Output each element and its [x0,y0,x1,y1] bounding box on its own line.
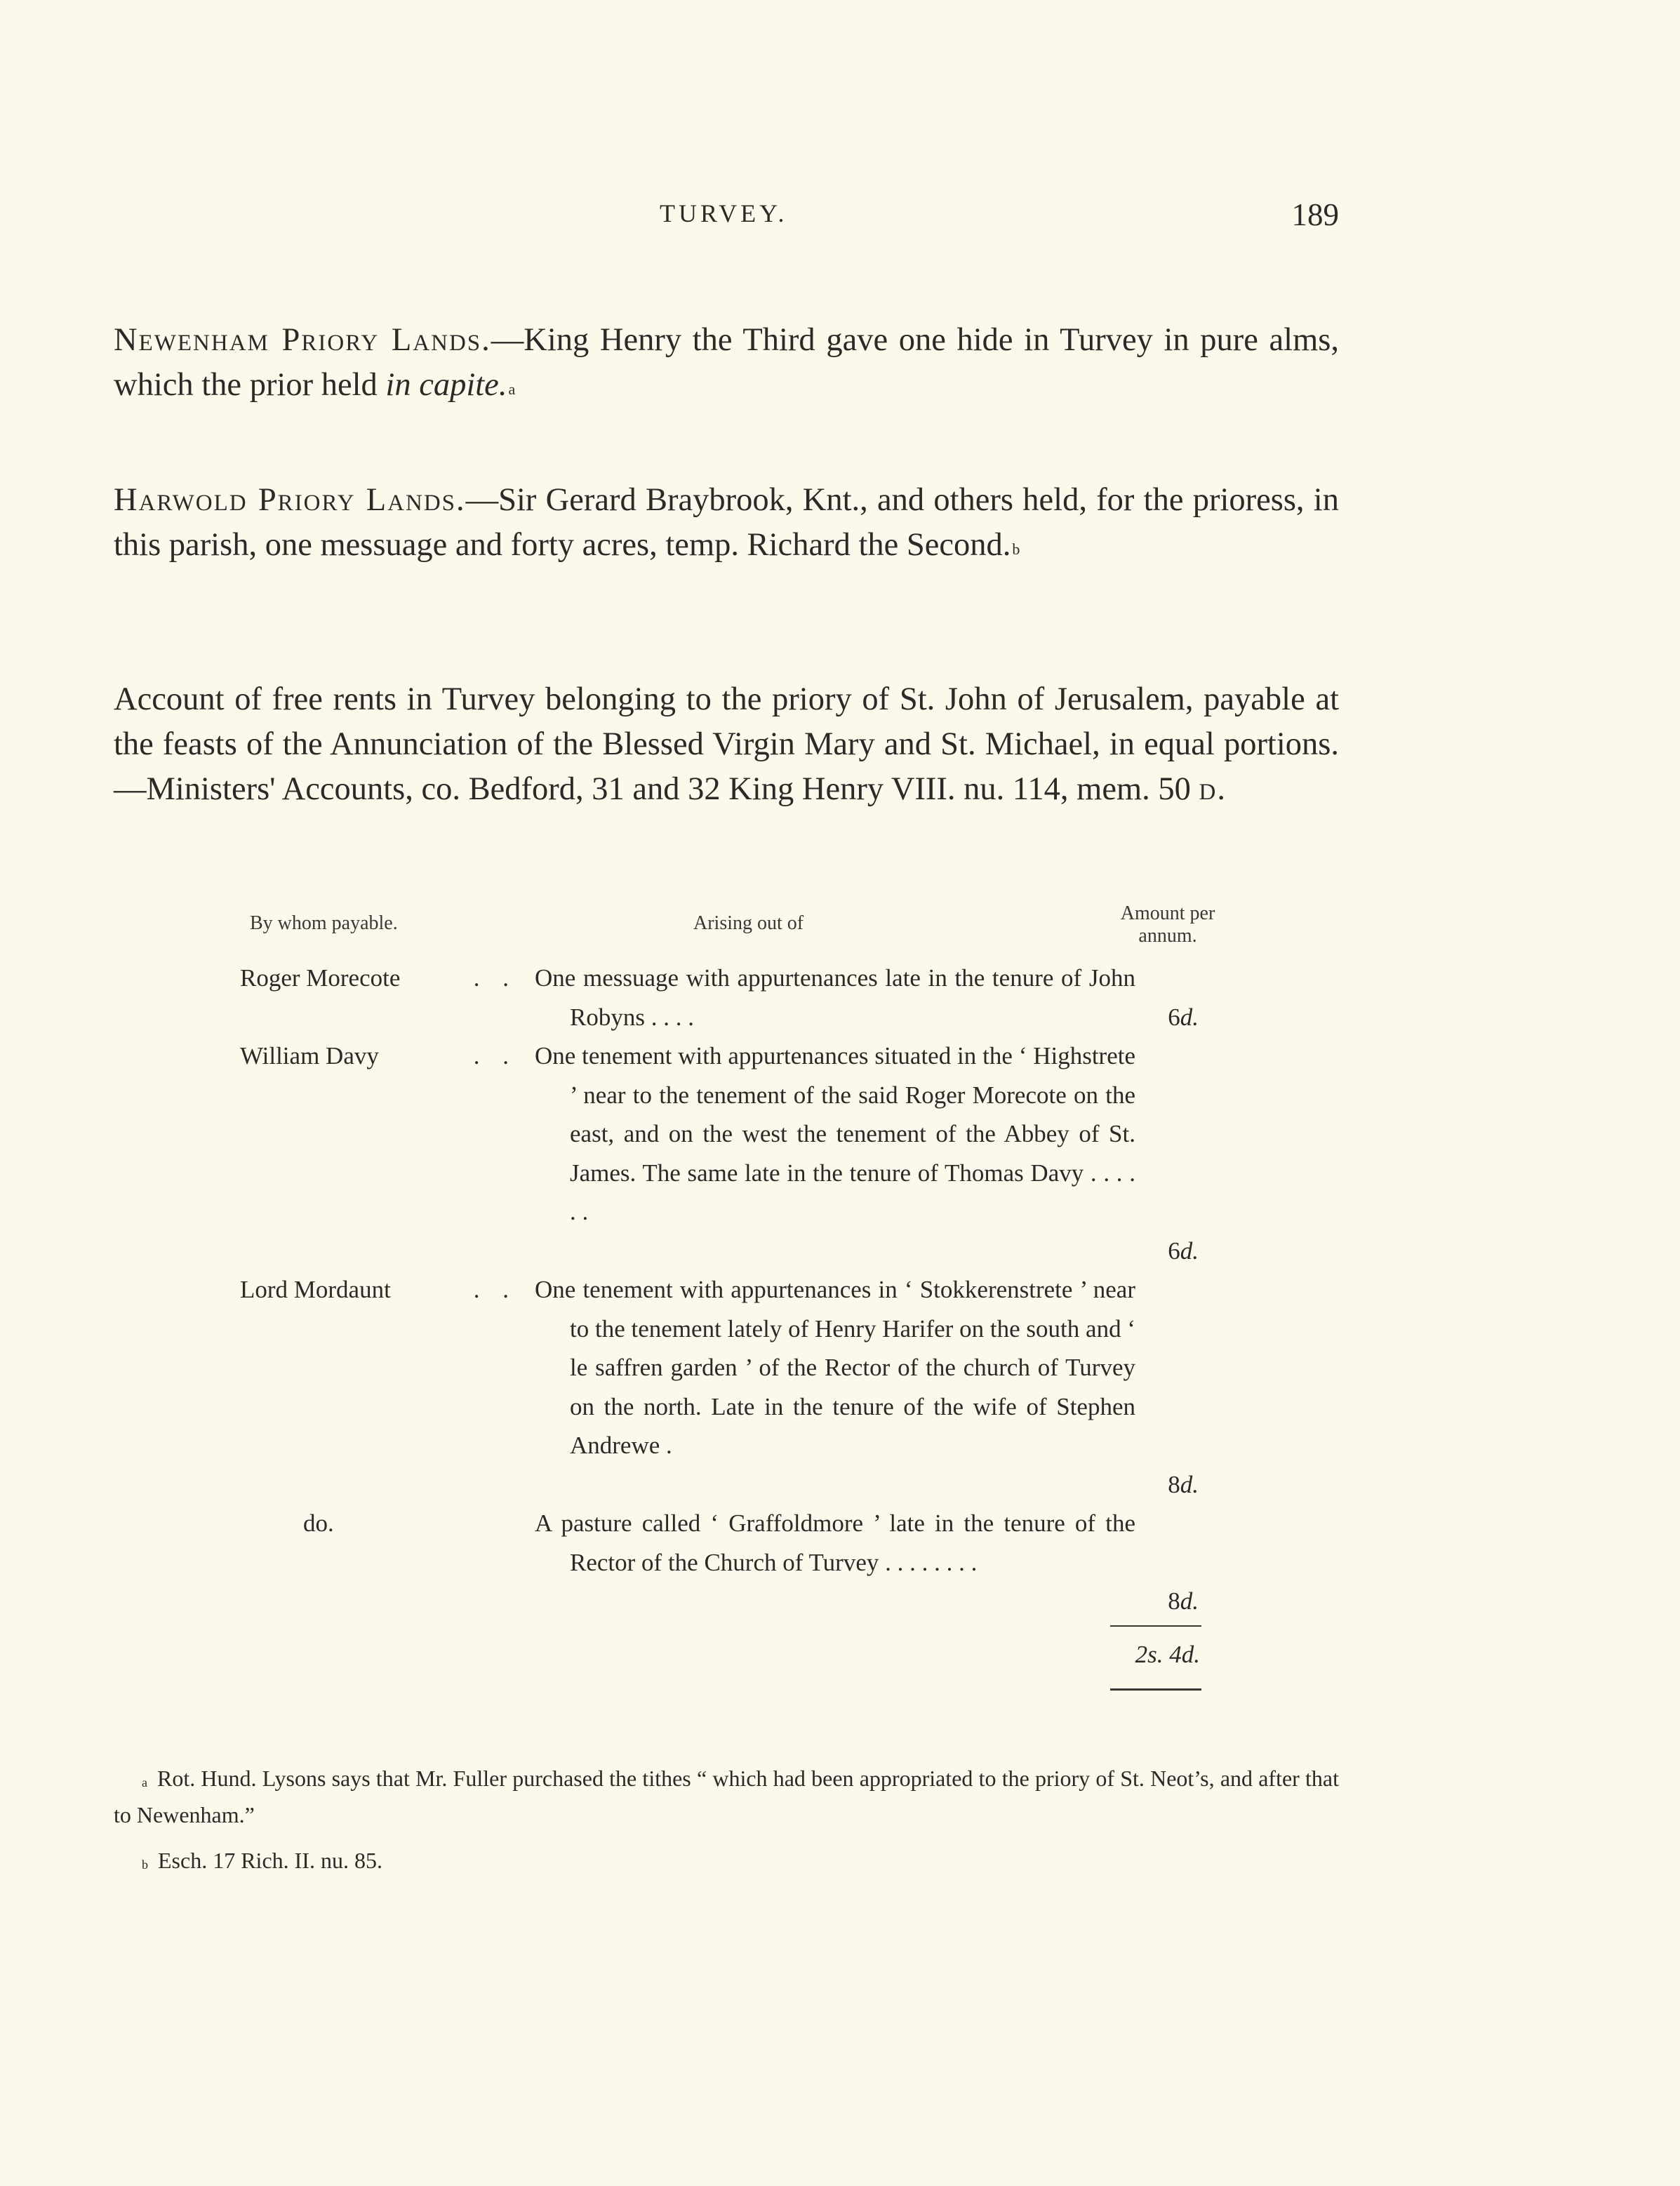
footnote-b [142,1842,382,1879]
table-row-desc: One tenement with appurtenances in ‘ Stokkerenstrete ’ near to the tenement lately of Henry Harifer on the south and ‘ le saffren garden ’ of the Rector of the church of Turvey on the north. Late in the tenure of the wife of Stephen Andrewe . [535,1276,1135,1459]
dot-leader: . . [473,1276,517,1303]
amount-value: 6 [1168,1004,1180,1031]
running-title: TURVEY. [660,199,788,227]
table-row-amount [1137,1582,1199,1621]
column-header-arising: Arising out of [693,912,804,934]
table-row-who [240,1037,517,1076]
page-number: 189 [1291,197,1339,232]
table-row-desc: A pasture called ‘ Graffoldmore ’ late in the tenure of the Rector of the Church of Turvey . . . . . . . . [535,1509,1135,1576]
column-header-amount: Amount per annum. [1120,902,1215,947]
newenham-italic: in capite. [385,367,507,403]
harwold-text: —Sir Gerard Braybrook, Knt., and others held, for the prioress, in this parish, one messuage and forty acres, temp. Richard the Second. [114,482,1339,563]
amount-unit: d. [1180,1587,1199,1615]
table-row-amount [1137,1465,1199,1505]
payer-name: do. [303,1509,334,1537]
paragraph-harwold-priory [114,478,1339,568]
table-row-desc: One tenement with appurtenances situated in the ‘ Highstrete ’ near to the tenement of the said Roger Morecote on the east, and on the west the tenement of the Abbey of St. James. The same late in the tenure of Thomas Davy . . . . . . [535,1042,1135,1225]
amount-value: 8 [1168,1587,1180,1615]
total-amount: 2s. 4d. [1135,1641,1200,1668]
total-rule-top [1110,1625,1201,1627]
account-end: d. [1199,771,1227,807]
footnote-ref-b: b [1012,540,1020,558]
dot-leader: . . [473,1042,517,1069]
newenham-text: —King Henry the Third gave one hide in Turvey in pure alms, which the prior held [114,322,1339,403]
amount-unit: d. [1180,1237,1199,1265]
amount-unit: d. [1180,1004,1199,1031]
column-header-payable: By whom payable. [250,912,398,934]
heading-harwold-priory-lands: Harwold Priory Lands. [114,482,466,518]
payer-name: William Davy [240,1042,379,1069]
paragraph-newenham-priory [114,318,1339,408]
heading-newenham-priory-lands: Newenham Priory Lands. [114,322,491,358]
footnote-mark-b: b [142,1858,148,1872]
footnote-ref-a: a [508,380,516,398]
footnote-b-text: Esch. 17 Rich. II. nu. 85. [158,1848,382,1873]
dot-leader: . . [473,964,517,992]
table-row-desc: One messuage with appurtenances late in the tenure of John Robyns . . . . [535,964,1135,1031]
footnote-a-text: Rot. Hund. Lysons says that Mr. Fuller purchased the tithes “ which had been appropriated to the priory of St. Neot’s, and after that to Newenham.” [114,1766,1339,1827]
amount-unit: d. [1180,1471,1199,1498]
table-row-who [303,1504,570,1543]
amount-value: 6 [1168,1237,1180,1265]
total-rule-bottom [1110,1688,1201,1691]
amount-value: 8 [1168,1471,1180,1498]
payer-name: Roger Morecote [240,964,401,992]
payer-name: Lord Mordaunt [240,1276,391,1303]
table-row-who [240,959,517,998]
table-row-who [240,1270,517,1309]
footnote-a [114,1760,1339,1833]
account-text: Account of free rents in Turvey belonging to the priory of St. John of Jerusalem, payable at the feasts of the Annunciation of the Blessed Virgin Mary and St. Michael, in equal portions.—Ministers' Accounts, co. Bedford, 31 and 32 King Henry VIII. nu. 114, mem. 50 [114,681,1339,807]
table-row-amount [1137,1232,1199,1271]
paragraph-account-free-rents [114,677,1339,812]
table-row-amount [1137,998,1199,1037]
footnote-mark-a: a [142,1775,147,1790]
